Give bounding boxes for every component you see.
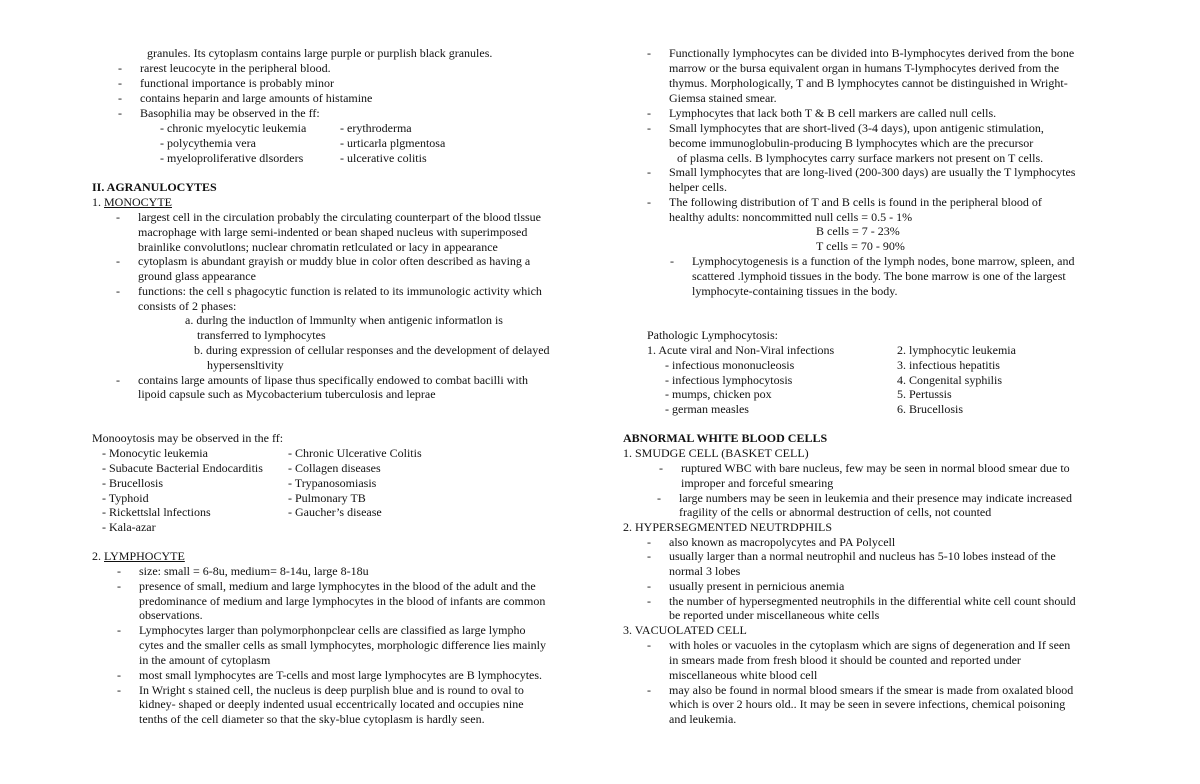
pathologic-item: 2. lymphocytic leukemia (897, 343, 1016, 357)
lymphocyte-text-line: in the amount of cytoplasm (139, 653, 271, 667)
bullet-dash: - (117, 623, 121, 637)
lymphocyte-text-line: size: small = 6-8u, medium= 8-14u, large 8-18u (139, 564, 369, 578)
abnormal-text-line: which is over 2 hours old.. It may be seen in severe infections, chemical poisoning (669, 697, 1066, 711)
monocytosis-item: - Kala-azar (102, 520, 156, 534)
pathologic-item: 1. Acute viral and Non-Viral infections (647, 343, 835, 357)
subsection-heading-monocyte (92, 195, 172, 210)
abnormal-text-line: the number of hypersegmented neutrophils in the differential white cell count should (669, 594, 1076, 608)
lymphocyte-text-line: Functionally lymphocytes can be divided into B-lymphocytes derived from the bone (669, 46, 1075, 60)
lymphocyte-text-line: lymphocyte-containing tissues in the body. (692, 284, 898, 298)
monocytosis-item: - Chronic Ulcerative Colitis (288, 446, 422, 460)
abnormal-text-line: usually larger than a normal neutrophil and nucleus has 5-10 lobes instead of the (669, 549, 1056, 563)
abnormal-text-line: and leukemia. (669, 712, 737, 726)
monocyte-text-line: transferred to lymphocytes (197, 328, 326, 342)
bullet-dash: - (118, 106, 122, 120)
abnormal-text-line: usually present in pernicious anemia (669, 579, 845, 593)
basophil-bullet: Basophilia may be observed in the ff: (140, 106, 320, 120)
pathologic-item: 3. infectious hepatitis (897, 358, 1000, 372)
bullet-dash: - (118, 91, 122, 105)
bullet-dash: - (117, 668, 121, 682)
lymphocyte-text-line: observations. (139, 608, 203, 622)
abnormal-text-line: in smears made from fresh blood it should be counted and reported under (669, 653, 1021, 667)
monocytosis-item: - Gaucher’s disease (288, 505, 382, 519)
lymphocyte-text-line: Small lymphocytes that are short-lived (3-4 days), upon antigenic stimulation, (669, 121, 1044, 135)
abnormal-text-line: be reported under miscellaneous white cells (669, 608, 880, 622)
lymphocyte-text-line: become immunoglobulin-producing B lymphocytes which are the precursor (669, 136, 1034, 150)
pathologic-item: - infectious mononucleosis (665, 358, 795, 372)
pathologic-item: 4. Congenital syphilis (897, 373, 1002, 387)
bullet-dash: - (116, 210, 120, 224)
monocytosis-item: - Trypanosomiasis (288, 476, 377, 490)
abnormal-text-line: fragility of the cells or abnormal destruction of cells, not counted (679, 505, 992, 519)
bullet-dash: - (647, 594, 651, 608)
abnormal-subheading: 1. SMUDGE CELL (BASKET CELL) (623, 446, 809, 460)
subsection-number: 1. (92, 195, 104, 209)
bullet-dash: - (657, 491, 661, 505)
pathologic-item: - mumps, chicken pox (665, 387, 772, 401)
cell-distribution-line: B cells = 7 - 23% (816, 224, 900, 238)
lymphocyte-text-line: tenths of the cell diameter so that the sky-blue cytoplasm is hardly seen. (139, 712, 485, 726)
bullet-dash: - (647, 683, 651, 697)
bullet-dash: - (116, 373, 120, 387)
section-heading-agranulocytes: II. AGRANULOCYTES (92, 180, 217, 194)
monocytosis-item: - Monocytic leukemia (102, 446, 208, 460)
monocyte-text-line: contains large amounts of lipase thus specifically endowed to combat bacilli with (138, 373, 529, 387)
section-heading-abnormal-wbc: ABNORMAL WHITE BLOOD CELLS (623, 431, 828, 445)
basophil-bullet: functional importance is probably minor (140, 76, 334, 90)
abnormal-text-line: ruptured WBC with bare nucleus, few may be seen in normal blood smear due to (681, 461, 1070, 475)
bullet-dash: - (647, 46, 651, 60)
lymphocyte-text-line: thymus. Morphologically, T and B lymphocytes cannot be distinguished in Wright- (669, 76, 1068, 90)
abnormal-subheading: 2. HYPERSEGMENTED NEUTRDPHILS (623, 520, 833, 534)
monocyte-text-line: cytoplasm is abundant grayish or muddy blue in color often described as having a (138, 254, 531, 268)
subsection-title: LYMPHOCYTE (104, 549, 185, 563)
subsection-title: MONOCYTE (104, 195, 172, 209)
abnormal-text-line: improper and forceful smearing (681, 476, 834, 490)
pathologic-item: - infectious lymphocytosis (665, 373, 793, 387)
bullet-dash: - (118, 61, 122, 75)
pathologic-item: 6. Brucellosis (897, 402, 963, 416)
bullet-dash: - (659, 461, 663, 475)
abnormal-subheading: 3. VACUOLATED CELL (623, 623, 747, 637)
lymphocyte-text-line: marrow or the bursa equivalent organ in humans T-lymphocytes derived from the (669, 61, 1060, 75)
abnormal-text-line: normal 3 lobes (669, 564, 741, 578)
monocyte-text-line: b. during expression of cellular responses and the development of delayed (194, 343, 550, 357)
monocyte-text-line: consists of 2 phases: (138, 299, 237, 313)
monocytosis-item: - Brucellosis (102, 476, 163, 490)
lymphocyte-text-line: predominance of medium and large lymphocytes in the blood of infants are common (139, 594, 546, 608)
pathologic-lymphocytosis-title: Pathologic Lymphocytosis: (647, 328, 778, 342)
basophilia-item: - erythroderma (340, 121, 412, 135)
lymphocyte-text-line: Giemsa stained smear. (669, 91, 777, 105)
bullet-dash: - (647, 579, 651, 593)
basophilia-item: - chronic myelocytic leukemia (160, 121, 307, 135)
bullet-dash: - (647, 535, 651, 549)
lymphocyte-text-line: scattered .lymphoid tissues in the body. The bone marrow is one of the largest (692, 269, 1066, 283)
bullet-dash: - (116, 284, 120, 298)
abnormal-text-line: also known as macropolycytes and PA Polycell (669, 535, 896, 549)
lymphocyte-text-line: Lymphocytogenesis is a function of the lymph nodes, bone marrow, spleen, and (692, 254, 1075, 268)
monocyte-text-line: brainlike convolutlons; nuclear chromatin retlculated or lacy in appearance (138, 240, 498, 254)
abnormal-text-line: miscellaneous white blood cell (669, 668, 818, 682)
lymphocyte-text-line: healthy adults: noncommitted null cells = 0.5 - 1% (669, 210, 913, 224)
subsection-number: 2. (92, 549, 104, 563)
monocyte-text-line: lipoid capsule such as Mycobacterium tuberculosis and leprae (138, 387, 436, 401)
basophilia-item: - ulcerative colitis (340, 151, 427, 165)
lymphocyte-text-line: Small lymphocytes that are long-lived (200-300 days) are usually the T lymphocytes (669, 165, 1076, 179)
monocytosis-item: - Subacute Bacterial Endocarditis (102, 461, 263, 475)
lymphocyte-text-line: Lymphocytes larger than polymorphonpclear cells are classified as large lympho (139, 623, 526, 637)
bullet-dash: - (117, 564, 121, 578)
basophil-bullet: contains heparin and large amounts of histamine (140, 91, 373, 105)
monocyte-text-line: largest cell in the circulation probably the circulating counterpart of the blood tlssue (138, 210, 541, 224)
abnormal-text-line: with holes or vacuoles in the cytoplasm which are signs of degeneration and If seen (669, 638, 1071, 652)
bullet-dash: - (670, 254, 674, 268)
lymphocyte-text-line: presence of small, medium and large lymphocytes in the blood of the adult and the (139, 579, 536, 593)
subsection-heading-lymphocyte (92, 549, 185, 564)
bullet-dash: - (647, 106, 651, 120)
bullet-dash: - (647, 195, 651, 209)
basophilia-item: - urticarla plgmentosa (340, 136, 446, 150)
monocyte-text-line: a. durlng the inductlon of lmmunlty when antigenic informatlon is (185, 313, 503, 327)
lymphocyte-text-line: helper cells. (669, 180, 727, 194)
monocytosis-item: - Collagen diseases (288, 461, 381, 475)
basophilia-item: - polycythemia vera (160, 136, 256, 150)
monocytosis-item: - Rickettslal lnfections (102, 505, 211, 519)
bullet-dash: - (647, 121, 651, 135)
monocyte-text-line: ground glass appearance (138, 269, 256, 283)
lymphocyte-text-line: kidney- shaped or deeply indented usual eccentrically located and occupies nine (139, 697, 524, 711)
pathologic-item: 5. Pertussis (897, 387, 952, 401)
lymphocyte-text-line: In Wright s stained cell, the nucleus is deep purplish blue and is round to oval to (139, 683, 524, 697)
bullet-dash: - (118, 76, 122, 90)
lymphocyte-text-line: Lymphocytes that lack both T & B cell markers are called null cells. (669, 106, 997, 120)
monocytosis-item: - Typhoid (102, 491, 149, 505)
bullet-dash: - (117, 579, 121, 593)
lymphocyte-text-line: most small lymphocytes are T-cells and most large lymphocytes are B lymphocytes. (139, 668, 543, 682)
basophil-bullet: rarest leucocyte in the peripheral blood. (140, 61, 331, 75)
bullet-dash: - (647, 165, 651, 179)
abnormal-text-line: large numbers may be seen in leukemia and their presence may indicate increased (679, 491, 1072, 505)
bullet-dash: - (647, 549, 651, 563)
bullet-dash: - (117, 683, 121, 697)
monocytosis-item: - Pulmonary TB (288, 491, 366, 505)
monocytosis-intro: Monooytosis may be observed in the ff: (92, 431, 284, 445)
lymphocyte-text-line: of plasma cells. B lymphocytes carry surface markers not present on T cells. (677, 151, 1044, 165)
monocyte-text-line: hypersensltivity (207, 358, 284, 372)
abnormal-text-line: may also be found in normal blood smears if the smear is made from oxalated blood (669, 683, 1074, 697)
bullet-dash: - (647, 638, 651, 652)
lymphocyte-text-line: The following distribution of T and B cells is found in the peripheral blood of (669, 195, 1042, 209)
monocyte-text-line: functions: the cell s phagocytic function is related to its immunologic activity which (138, 284, 542, 298)
basophil-description-line: granules. Its cytoplasm contains large purple or purplish black granules. (147, 46, 493, 60)
cell-distribution-line: T cells = 70 - 90% (816, 239, 905, 253)
pathologic-item: - german measles (665, 402, 749, 416)
monocyte-text-line: macrophage with large semi-indented or bean shaped nucleus with superimposed (138, 225, 528, 239)
bullet-dash: - (116, 254, 120, 268)
basophilia-item: - myeloproliferative dlsorders (160, 151, 304, 165)
lymphocyte-text-line: cytes and the smaller cells as small lymphocytes, morphologic difference lies mainly (139, 638, 546, 652)
